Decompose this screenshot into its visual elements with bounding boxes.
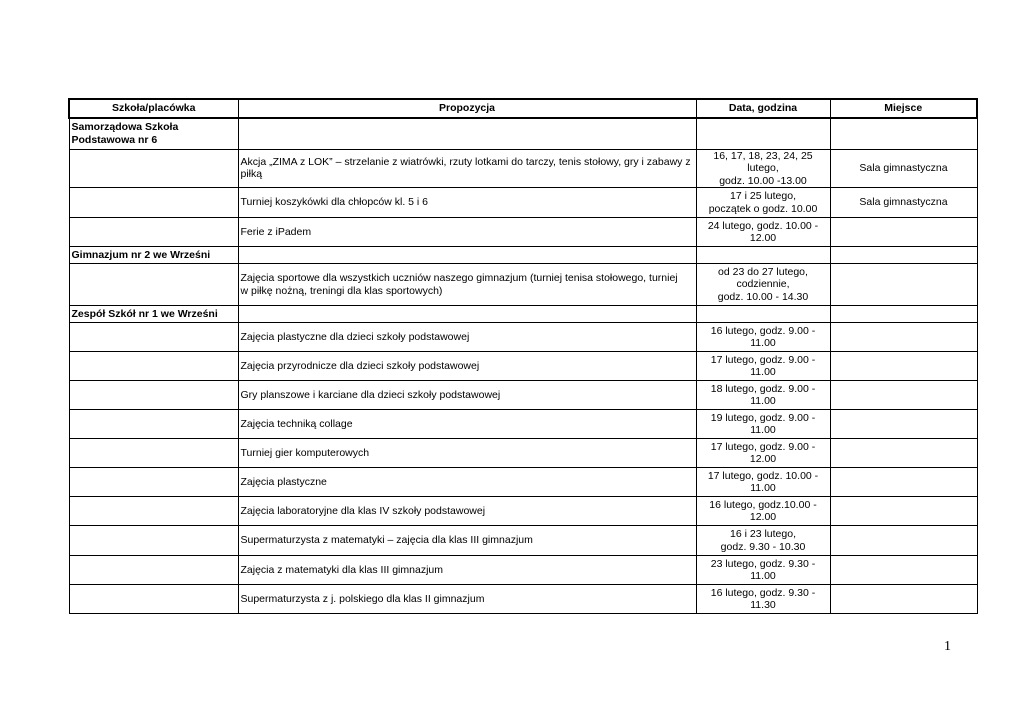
place-cell [830,556,977,585]
place-cell [830,497,977,526]
date-cell: 16 lutego, godz. 9.30 - 11.30 [696,585,830,614]
proposal-cell [238,306,696,323]
date-cell: od 23 do 27 lutego, codziennie, godz. 10.00 - 14.30 [696,264,830,306]
proposal-cell: Turniej koszykówki dla chłopców kl. 5 i 6 [238,188,696,218]
proposal-cell: Turniej gier komputerowych [238,439,696,468]
place-cell [830,264,977,306]
proposal-cell: Akcja „ZIMA z LOK” – strzelanie z wiatrówki, rzuty lotkami do tarczy, tenis stołowy, gry i zabawy z piłką [238,149,696,188]
header-place: Miejsce [830,99,977,118]
school-cell [69,218,238,247]
table-row [69,468,977,497]
table-row [69,323,977,352]
date-cell: 16 lutego, godz.10.00 - 12.00 [696,497,830,526]
proposal-cell [238,118,696,149]
table-row [69,149,977,188]
place-cell: Sala gimnastyczna [830,149,977,188]
proposal-cell: Zajęcia sportowe dla wszystkich uczniów naszego gimnazjum (turniej tenisa stołowego, turniej w piłkę nożną, treningi dla klas sportowych) [238,264,696,306]
table-row [69,556,977,585]
table-row [69,497,977,526]
table-body [69,118,977,614]
date-cell: 17 i 25 lutego, początek o godz. 10.00 [696,188,830,218]
proposal-cell: Supermaturzysta z matematyki – zajęcia dla klas III gimnazjum [238,526,696,556]
table-row [69,118,977,149]
school-cell [69,381,238,410]
school-cell [69,352,238,381]
school-cell [69,585,238,614]
proposal-cell: Zajęcia techniką collage [238,410,696,439]
date-cell [696,306,830,323]
table-row [69,306,977,323]
place-cell [830,352,977,381]
date-cell: 16 i 23 lutego, godz. 9.30 - 10.30 [696,526,830,556]
place-cell [830,118,977,149]
header-date: Data, godzina [696,99,830,118]
proposal-cell: Zajęcia plastyczne [238,468,696,497]
date-cell: 18 lutego, godz. 9.00 - 11.00 [696,381,830,410]
school-cell [69,188,238,218]
date-cell [696,118,830,149]
school-cell: Zespół Szkół nr 1 we Wrześni [69,306,238,323]
proposal-cell: Supermaturzysta z j. polskiego dla klas II gimnazjum [238,585,696,614]
proposal-cell: Zajęcia plastyczne dla dzieci szkoły podstawowej [238,323,696,352]
table-row [69,439,977,468]
proposal-cell: Zajęcia przyrodnicze dla dzieci szkoły podstawowej [238,352,696,381]
proposal-cell: Zajęcia laboratoryjne dla klas IV szkoły podstawowej [238,497,696,526]
place-cell [830,526,977,556]
date-cell: 16, 17, 18, 23, 24, 25 lutego, godz. 10.00 -13.00 [696,149,830,188]
proposal-cell: Gry planszowe i karciane dla dzieci szkoły podstawowej [238,381,696,410]
table-row [69,352,977,381]
proposals-table [68,98,978,614]
table-header-row [69,99,977,118]
proposal-cell [238,247,696,264]
date-cell [696,247,830,264]
school-cell [69,323,238,352]
date-cell: 23 lutego, godz. 9.30 - 11.00 [696,556,830,585]
table-row [69,188,977,218]
proposal-cell: Zajęcia z matematyki dla klas III gimnazjum [238,556,696,585]
school-cell [69,497,238,526]
table-row [69,218,977,247]
header-school: Szkoła/placówka [69,99,238,118]
place-cell [830,218,977,247]
date-cell: 17 lutego, godz. 10.00 - 11.00 [696,468,830,497]
place-cell [830,585,977,614]
place-cell [830,381,977,410]
date-cell: 17 lutego, godz. 9.00 - 11.00 [696,352,830,381]
date-cell: 17 lutego, godz. 9.00 - 12.00 [696,439,830,468]
school-cell [69,526,238,556]
place-cell [830,247,977,264]
school-cell [69,556,238,585]
page-number: 1 [944,639,951,654]
table-row [69,526,977,556]
place-cell: Sala gimnastyczna [830,188,977,218]
table-row [69,381,977,410]
date-cell: 24 lutego, godz. 10.00 - 12.00 [696,218,830,247]
table-row [69,264,977,306]
header-proposal: Propozycja [238,99,696,118]
school-cell: Gimnazjum nr 2 we Wrześni [69,247,238,264]
school-cell [69,468,238,497]
place-cell [830,323,977,352]
place-cell [830,410,977,439]
date-cell: 16 lutego, godz. 9.00 - 11.00 [696,323,830,352]
table-row [69,585,977,614]
school-cell [69,264,238,306]
place-cell [830,306,977,323]
place-cell [830,439,977,468]
table-row [69,247,977,264]
school-cell: Samorządowa Szkoła Podstawowa nr 6 [69,118,238,149]
proposal-cell: Ferie z iPadem [238,218,696,247]
date-cell: 19 lutego, godz. 9.00 - 11.00 [696,410,830,439]
school-cell [69,149,238,188]
table-row [69,410,977,439]
place-cell [830,468,977,497]
school-cell [69,439,238,468]
school-cell [69,410,238,439]
